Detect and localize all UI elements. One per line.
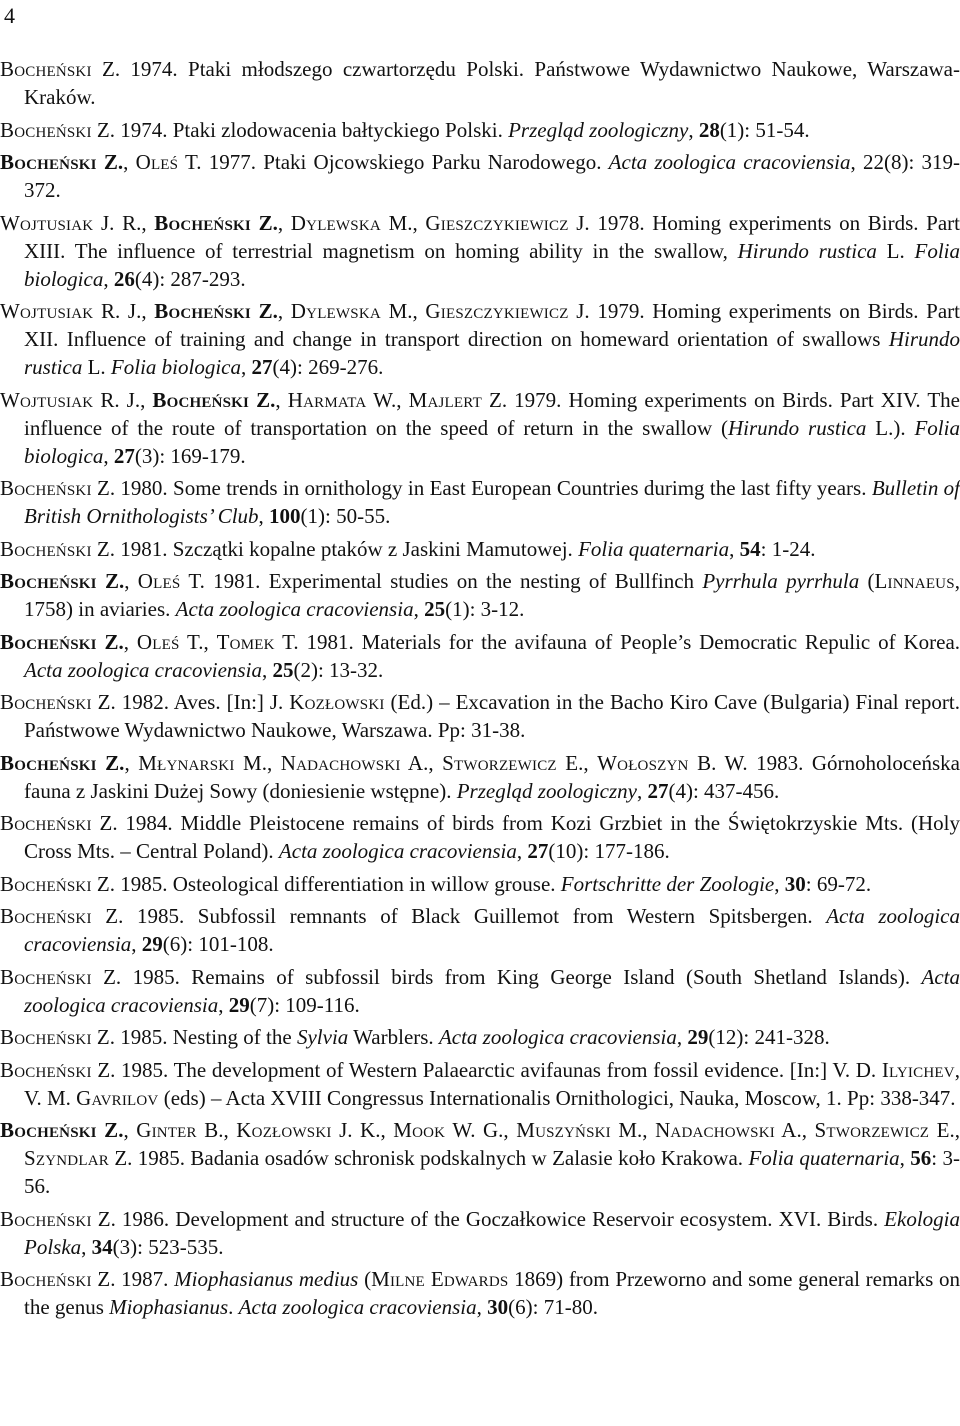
reference-text: , 22(8): 319-372. (24, 150, 960, 202)
reference-text: J. R., (93, 210, 155, 235)
bold-text: Bocheński (0, 569, 97, 593)
bold-text: Z. (96, 750, 125, 775)
bold-text: Z. (96, 150, 124, 174)
bold-text: 54 (739, 536, 761, 561)
italic-text: Folia biologica (24, 415, 960, 468)
author-name: Wojtusiak (0, 387, 94, 412)
reference-text: A., (400, 750, 443, 775)
bold-text: Bocheński (0, 750, 97, 775)
reference-text: (4): 437-456. (668, 778, 780, 803)
reference-entry (0, 688, 960, 744)
bold-text: Bocheński (0, 150, 97, 174)
italic-text: Folia quaternaria (578, 536, 730, 561)
reference-text: Warblers. (348, 1025, 439, 1049)
reference-entry (0, 749, 960, 805)
author-name: Ilyichev (881, 1057, 955, 1082)
reference-text: Z. 1979. Homing experiments on Birds. Part XIV. The influence of the route of transportation on the speed of return in the swallow ( (24, 387, 960, 440)
author-name: Bocheński (0, 1206, 92, 1231)
italic-text: Acta zoologica cracoviensia (24, 964, 960, 1017)
author-name: Bocheński (0, 57, 92, 81)
reference-text: B. W. 1983. Górnoholoceńska fauna z Jaskini Dużej Sowy (doniesienie wstępne). (24, 750, 960, 803)
italic-text: Pyrrhula pyrrhula (702, 569, 860, 593)
reference-text: , (123, 1118, 137, 1142)
reference-text: , (476, 1295, 488, 1319)
reference-text: , (516, 839, 528, 863)
reference-text: (1): 50-55. (300, 504, 391, 528)
reference-text: J. K., (331, 1118, 394, 1142)
reference-text: (12): 241-328. (708, 1025, 830, 1049)
author-name: Bocheński (0, 476, 92, 500)
author-name: Wojtusiak (0, 299, 94, 323)
italic-text: Przegląd zoologiczny (456, 778, 637, 803)
reference-entry (0, 1056, 960, 1112)
author-name: Bocheński (0, 1025, 92, 1049)
author-name: Milne Edwards (371, 1267, 509, 1291)
reference-text: , (218, 992, 229, 1017)
reference-text: (3): 169-179. (134, 443, 246, 468)
reference-text: Z. 1985. Remains of subfossil birds from King George Island (South Shetland Islands). (91, 964, 922, 989)
reference-entry (0, 297, 960, 381)
author-name: Młynarski (138, 750, 235, 775)
italic-text: Folia quaternaria (748, 1146, 900, 1170)
reference-text: Z. 1980. Some trends in ornithology in East European Countries durimg the last fifty years. (91, 476, 872, 500)
reference-text: ( (358, 1267, 372, 1291)
reference-text: R. J., (93, 299, 155, 323)
bold-text: 26 (113, 266, 135, 291)
author-name: Ginter (136, 1118, 197, 1142)
bold-text: 29 (687, 1025, 709, 1049)
author-name: Bocheński (0, 964, 92, 989)
author-name: Muszyński (516, 1118, 611, 1142)
reference-text: . (228, 1295, 239, 1319)
reference-entry (0, 1116, 960, 1200)
reference-text: Z. 1985. Osteological differentiation in willow grouse. (91, 871, 561, 896)
reference-text: W., (366, 387, 409, 412)
reference-entry (0, 1023, 960, 1051)
author-name: Szyndlar (24, 1146, 109, 1170)
author-name: Oleś (136, 629, 180, 654)
reference-text: (4): 287-293. (134, 266, 246, 291)
reference-text: (2): 13-32. (293, 657, 384, 682)
author-name: Oleś (137, 569, 181, 593)
reference-text: , (277, 210, 291, 235)
reference-text: Z. 1985. Subfossil remnants of Black Guillemot from Western Spitsbergen. (91, 904, 827, 928)
reference-text: Z. 1984. Middle Pleistocene remains of birds from Kozi Grzbiet in the Świętokrzyskie Mts. (Holy Cross Mts. – Central Poland). (24, 811, 960, 863)
reference-text: 1869) from Przeworno and some general remarks on the genus (24, 1267, 960, 1319)
italic-text: Hirundo rustica (24, 327, 960, 379)
reference-text: E., (556, 750, 598, 775)
reference-text: , (688, 117, 699, 142)
author-name: Dylewska (290, 210, 381, 235)
reference-text: Z. 1985. Nesting of the (91, 1025, 297, 1049)
reference-text: , (258, 504, 270, 528)
reference-text: Z. 1987. (91, 1267, 175, 1291)
reference-text: E., (929, 1118, 960, 1142)
reference-text: W. G., (445, 1118, 517, 1142)
reference-entry (0, 567, 960, 623)
reference-text: A., (774, 1118, 815, 1142)
bold-text: 27 (647, 778, 669, 803)
reference-entry (0, 386, 960, 470)
reference-text: , (241, 355, 252, 379)
bold-text: 28 (698, 117, 720, 142)
author-name: Bocheński (0, 871, 92, 896)
reference-text: Z. 1986. Development and structure of the Goczałkowice Reservoir ecosystem. XVI. Birds. (91, 1206, 885, 1231)
author-name: Bocheński (0, 536, 92, 561)
reference-text: ( (859, 569, 875, 593)
author-name: Tomek (216, 629, 275, 654)
italic-text: Acta zoologica cracoviensia (24, 904, 960, 956)
reference-text: R. J., (93, 387, 153, 412)
reference-text: , (729, 536, 740, 561)
reference-text: Z. 1982. Aves. [In:] J. (91, 690, 290, 714)
italic-text: Acta zoologica cracoviensia (278, 839, 517, 863)
reference-text: (1): 3-12. (445, 597, 525, 621)
reference-text: M., (380, 299, 426, 323)
bold-text: 25 (272, 657, 294, 682)
reference-text: Z. 1974. Ptaki młodszego czwartorzędu Polski. Państwowe Wydawnictwo Naukowe, Warszawa-Kraków. (24, 57, 960, 109)
reference-text: M., (234, 750, 281, 775)
bold-text: 34 (91, 1234, 113, 1259)
reference-text: : 69-72. (805, 871, 872, 896)
bold-text: Z. (250, 299, 278, 323)
reference-text: , (413, 597, 425, 621)
author-name: Stworzewicz (442, 750, 557, 775)
author-name: Gavrilov (76, 1085, 159, 1110)
reference-text: , (124, 569, 138, 593)
reference-entry (0, 1265, 960, 1321)
reference-list (0, 55, 960, 1326)
reference-text: , (131, 932, 142, 956)
italic-text: Bulletin of British Ornithologists’ Club (24, 476, 960, 528)
reference-entry (0, 870, 960, 898)
italic-text: Acta zoologica cracoviensia (608, 150, 851, 174)
italic-text: Acta zoologica cracoviensia (438, 1025, 677, 1049)
italic-text: Ekologia Polska (24, 1206, 960, 1259)
bold-text: 27 (113, 443, 135, 468)
reference-text: , 1758) in aviaries. (24, 569, 960, 621)
reference-entry (0, 902, 960, 958)
reference-text: J. 1978. Homing experiments on Birds. Part XIII. The influence of terrestrial magnetism on homing ability in the swallow, (24, 210, 960, 263)
reference-text: (6): 101-108. (162, 932, 274, 956)
reference-entry (0, 116, 960, 144)
reference-text: : 3-56. (24, 1146, 960, 1198)
author-name: Kozłowski (236, 1118, 332, 1142)
reference-text: , (636, 778, 648, 803)
reference-entry (0, 209, 960, 293)
reference-text: (3): 523-535. (112, 1234, 224, 1259)
author-name: Majlert (408, 387, 482, 412)
reference-text: (10): 177-186. (548, 839, 670, 863)
reference-text: T. 1981. Experimental studies on the nesting of Bullfinch (180, 569, 703, 593)
author-name: Dylewska (290, 299, 381, 323)
author-name: Nadachowski (280, 750, 401, 775)
bold-text: 25 (424, 597, 446, 621)
reference-text: Z. 1974. Ptaki zlodowacenia bałtyckiego Polski. (91, 117, 509, 142)
reference-text: , (103, 266, 114, 291)
reference-text: , (277, 299, 291, 323)
reference-text: , (81, 1234, 92, 1259)
reference-text: , (261, 657, 273, 682)
author-name: Wołoszyn (597, 750, 689, 775)
reference-text: , (124, 750, 139, 775)
reference-text: T. 1981. Materials for the avifauna of People’s Democratic Repulic of Korea. (274, 629, 960, 654)
reference-entry (0, 474, 960, 530)
reference-entry (0, 628, 960, 684)
reference-text: M., (610, 1118, 656, 1142)
italic-text: Przegląd zoologiczny (508, 117, 689, 142)
italic-text: Folia biologica (110, 355, 241, 379)
reference-text: (6): 71-80. (508, 1295, 598, 1319)
reference-text: , (676, 1025, 688, 1049)
italic-text: Acta zoologica cracoviensia (24, 657, 262, 682)
author-name: Bocheński (0, 811, 92, 835)
reference-entry (0, 535, 960, 563)
reference-entry (0, 1205, 960, 1261)
reference-text: , (123, 629, 137, 654)
author-name: Kozłowski (289, 690, 385, 714)
author-name: Bocheński (0, 904, 92, 928)
reference-text: (Ed.) – Excavation in the Bacho Kiro Cave (Bulgaria) Final report. Państwowe Wydawnictwo Naukowe, Warszawa. Pp: 31-38. (24, 690, 960, 742)
reference-text: Z. 1981. Szczątki kopalne ptaków z Jaskini Mamutowej. (91, 536, 579, 561)
author-name: Linnaeus (874, 569, 955, 593)
reference-text: (7): 109-116. (249, 992, 360, 1017)
reference-text: (eds) – Acta XVIII Congressus Internationalis Ornithologici, Nauka, Moscow, 1. Pp: 338-347. (158, 1085, 956, 1110)
reference-text: , (275, 387, 288, 412)
author-name: Oleś (135, 150, 179, 174)
italic-text: Acta zoologica cracoviensia (238, 1295, 477, 1319)
italic-text: Sylvia (296, 1025, 349, 1049)
bold-text: 27 (527, 839, 549, 863)
reference-text: , (103, 443, 114, 468)
bold-text: Z. (96, 1118, 124, 1142)
author-name: Bocheński (0, 1267, 92, 1291)
author-name: Nadachowski (655, 1118, 775, 1142)
reference-text: , V. M. (24, 1057, 960, 1110)
bold-text: Bocheński (0, 629, 97, 654)
author-name: Wojtusiak (0, 210, 94, 235)
italic-text: Miophasianus medius (174, 1267, 359, 1291)
reference-text: , (899, 1146, 911, 1170)
reference-text: T., (179, 629, 217, 654)
bold-text: Z. (96, 569, 125, 593)
reference-text: Z. 1985. Badania osadów schronisk podskalnych w Zalasie koło Krakowa. (108, 1146, 749, 1170)
bold-text: 100 (269, 504, 301, 528)
author-name: Mook (393, 1118, 446, 1142)
author-name: Bocheński (0, 1057, 92, 1082)
author-name: Stworzewicz (814, 1118, 930, 1142)
reference-entry (0, 963, 960, 1019)
italic-text: Hirundo rustica (737, 238, 877, 263)
bold-text: Bocheński (152, 387, 250, 412)
reference-text: , (774, 871, 785, 896)
bold-text: 29 (228, 992, 250, 1017)
reference-text: T. 1977. Ptaki Ojcowskiego Parku Narodowego. (178, 150, 609, 174)
reference-text: : 1-24. (760, 536, 816, 561)
bold-text: 29 (141, 932, 163, 956)
reference-entry (0, 148, 960, 204)
reference-text: J. 1979. Homing experiments on Birds. Part XII. Influence of training and change in transport direction on homeward orientation of swallows (24, 299, 960, 351)
reference-text: (1): 51-54. (719, 117, 810, 142)
bold-text: 27 (251, 355, 273, 379)
bold-text: Z. (250, 210, 278, 235)
reference-text: L. (876, 238, 915, 263)
bold-text: 30 (784, 871, 806, 896)
italic-text: Fortschritte der Zoologie (560, 871, 775, 896)
bold-text: Z. (96, 629, 124, 654)
italic-text: Hirundo rustica (728, 415, 867, 440)
reference-text: M., (380, 210, 426, 235)
author-name: Bocheński (0, 117, 92, 142)
author-name: Gieszczykiewicz (425, 299, 569, 323)
bold-text: Bocheński (0, 1118, 97, 1142)
reference-text: L. (82, 355, 111, 379)
reference-entry (0, 55, 960, 111)
italic-text: Miophasianus (109, 1295, 229, 1319)
author-name: Gieszczykiewicz (425, 210, 569, 235)
reference-entry (0, 809, 960, 865)
bold-text: Z. (249, 387, 276, 412)
reference-text: , (123, 150, 136, 174)
bold-text: Bocheński (154, 299, 251, 323)
page-number: 4 (4, 3, 15, 28)
reference-text: (4): 269-276. (272, 355, 384, 379)
reference-text: Z. 1985. The development of Western Palaearctic avifaunas from fossil evidence. [In:] V. D. (91, 1057, 882, 1082)
reference-text: L.). (866, 415, 915, 440)
bold-text: 30 (487, 1295, 509, 1319)
bold-text: Bocheński (154, 210, 251, 235)
author-name: Bocheński (0, 690, 92, 714)
italic-text: Folia biologica (24, 238, 960, 291)
italic-text: Acta zoologica cracoviensia (175, 597, 414, 621)
author-name: Harmata (287, 387, 367, 412)
bold-text: 56 (910, 1146, 932, 1170)
reference-text: B., (196, 1118, 237, 1142)
